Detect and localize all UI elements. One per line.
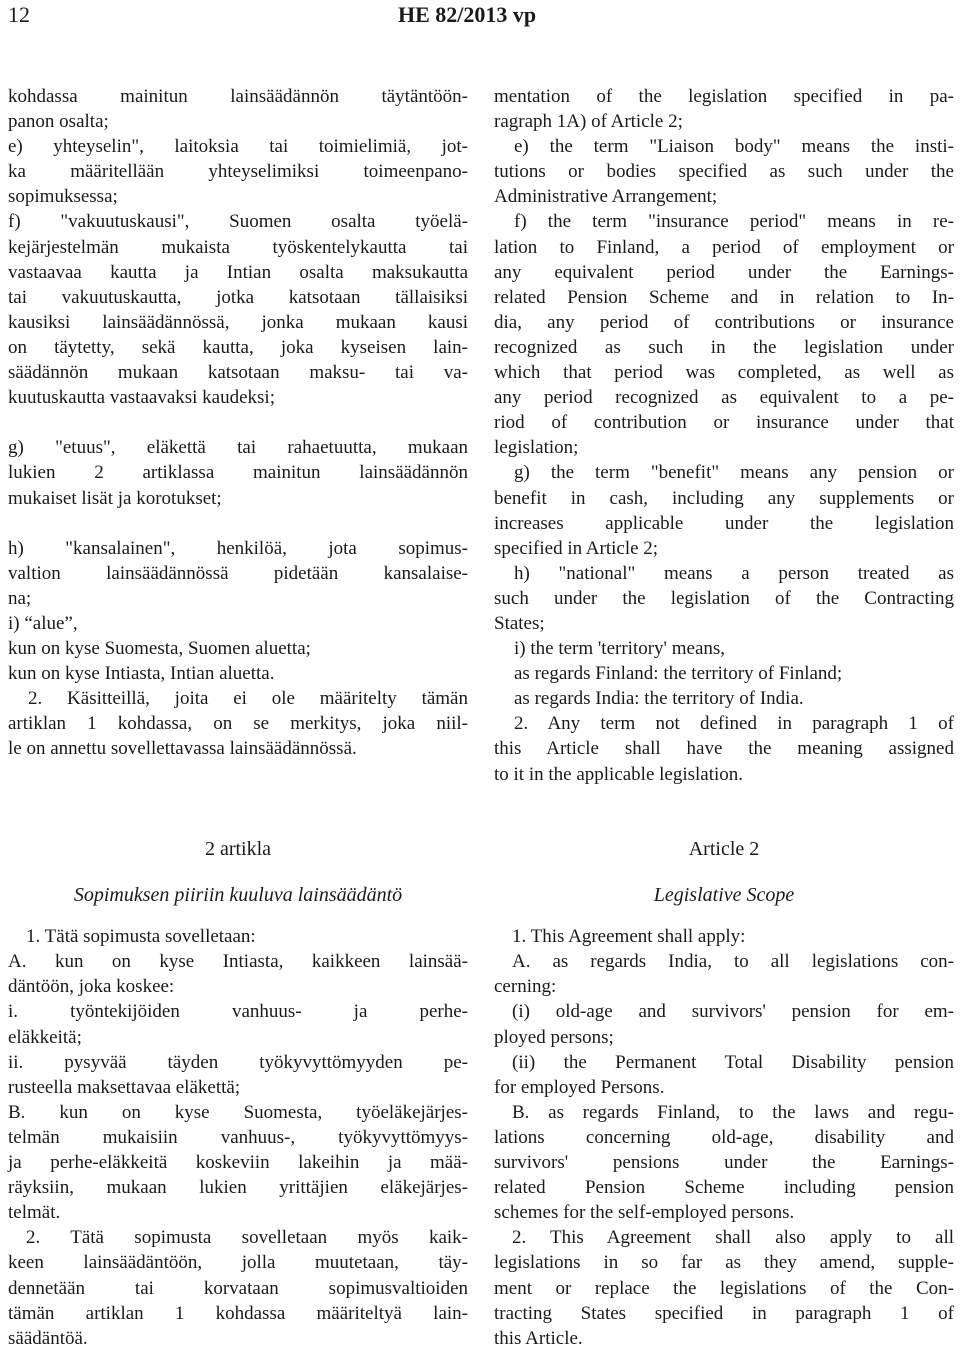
text-line: as regards India: the territory of India.	[514, 688, 804, 710]
text-line: säädännön mukaan katsotaan maksu- tai va-	[8, 362, 468, 384]
text-line: e) yhteyselin", laitoksia tai toimielimiä, jot-	[8, 136, 468, 158]
text-line: riod of contribution or insurance under that	[494, 412, 954, 434]
text-line: f) the term "insurance period" means in re-	[514, 211, 954, 233]
text-line: 2. Käsitteillä, joita ei ole määritelty tämän	[28, 688, 468, 710]
text-line: ment or replace the legislations of the Con-	[494, 1277, 954, 1299]
article-subheading: Legislative Scope	[653, 884, 795, 907]
text-line: increases applicable under the legislation	[494, 512, 954, 534]
text-line: A. as regards India, to all legislations con-	[512, 951, 954, 973]
text-line: na;	[8, 587, 32, 609]
text-line: telmät.	[8, 1202, 61, 1224]
text-line: rusteella maksettavaa eläkettä;	[8, 1076, 241, 1098]
text-line: legislations in so far as they amend, supple-	[494, 1252, 954, 1274]
finnish-article-2	[8, 837, 468, 1351]
text-line: 2. Any term not defined in paragraph 1 of	[514, 713, 954, 735]
text-line: kejärjestelmän mukaista työskentelykautta tai	[8, 236, 468, 258]
text-line: to it in the applicable legislation.	[494, 763, 744, 785]
text-line: as regards Finland: the territory of Finland;	[514, 663, 843, 685]
text-line: e) the term "Liaison body" means the insti-	[514, 136, 954, 158]
text-line: (ii) the Permanent Total Disability pension	[512, 1051, 954, 1073]
text-line: 2. This Agreement shall also apply to all	[512, 1227, 954, 1249]
text-line: this Article shall have the meaning assigned	[494, 738, 954, 760]
text-line: 1. Tätä sopimusta sovelletaan:	[26, 926, 256, 948]
text-line: artiklan 1 kohdassa, on se merkitys, joka niil-	[8, 713, 468, 735]
text-line: kun on kyse Suomesta, Suomen aluetta;	[8, 638, 311, 660]
text-line: panon osalta;	[8, 111, 109, 133]
text-line: g) the term "benefit" means any pension or	[514, 462, 954, 484]
text-line: related Pension Scheme including pension	[494, 1177, 954, 1199]
english-article-2	[494, 837, 954, 1351]
text-line: any period recognized as equivalent to a pe-	[494, 387, 954, 409]
text-line: ii. pysyvää täyden työkyvyttömyyden pe-	[8, 1051, 468, 1073]
text-line: ka määritellään yhteyselimiksi toimeenpano-	[8, 161, 468, 183]
text-line: related Pension Scheme and in relation to In-	[494, 286, 954, 308]
text-line: A. kun on kyse Intiasta, kaikkeen lainsää-	[8, 951, 468, 973]
text-line: on täytetty, sekä kautta, joka kyseisen lain-	[8, 336, 468, 358]
article-subheading: Sopimuksen piiriin kuuluva lainsäädäntö	[73, 884, 403, 907]
text-line: kohdassa mainitun lainsäädännön täytäntöön-	[8, 86, 468, 107]
text-line: benefit in cash, including any supplements or	[494, 487, 954, 509]
text-line: (i) old-age and survivors' pension for em-	[512, 1001, 954, 1023]
text-line: lukien 2 artiklassa mainitun lainsäädännön	[8, 462, 468, 484]
text-line: le on annettu sovellettavassa lainsäädännössä.	[8, 738, 357, 760]
text-line: valtion lainsäädännössä pidetään kansalaise-	[8, 562, 468, 584]
text-line: i. työntekijöiden vanhuus- ja perhe-	[8, 1001, 468, 1023]
text-line: säädäntöä.	[8, 1327, 88, 1349]
text-line: kausiksi lainsäädännössä, jonka mukaan kausi	[8, 311, 468, 333]
text-line: g) "etuus", eläkettä tai rahaetuutta, mukaan	[8, 437, 468, 459]
text-line: tracting States specified in paragraph 1 of	[494, 1302, 954, 1324]
page-number: 12	[8, 2, 30, 27]
text-line: for employed Persons.	[494, 1076, 665, 1098]
text-line: any equivalent period under the Earnings-	[494, 261, 954, 283]
text-line: tämän artiklan 1 kohdassa määriteltyä lain-	[8, 1302, 468, 1324]
text-line: 1. This Agreement shall apply:	[512, 926, 746, 948]
text-line: such under the legislation of the Contracting	[494, 587, 954, 609]
finnish-definitions-column	[8, 84, 468, 762]
text-line: ployed persons;	[494, 1026, 614, 1048]
text-line: h) "national" means a person treated as	[514, 562, 954, 584]
text-line: mentation of the legislation specified in pa-	[494, 86, 954, 107]
text-line: lations concerning old-age, disability and	[494, 1126, 954, 1148]
text-line: this Article.	[494, 1327, 583, 1349]
text-line: tai vakuutuskautta, jotka katsotaan tällaisiksi	[8, 286, 468, 308]
text-line: i) “alue”,	[8, 612, 78, 634]
text-line: telmän mukaisiin vanhuus-, työkyvyttömyys-	[8, 1126, 468, 1148]
text-line: dia, any period of contributions or insurance	[494, 311, 954, 333]
text-line: eläkkeitä;	[8, 1026, 82, 1048]
text-line: sopimuksessa;	[8, 186, 118, 208]
text-line: lation to Finland, a period of employment or	[494, 236, 954, 258]
article-heading: Article 2	[688, 838, 760, 860]
text-line: cerning:	[494, 976, 557, 998]
text-line: survivors' pensions under the Earnings-	[494, 1152, 954, 1174]
text-line: which that period was completed, as well as	[494, 362, 954, 384]
text-line: legislation;	[494, 437, 579, 459]
text-line: specified in Article 2;	[494, 537, 659, 559]
text-line: räyksiin, mukaan lukien yrittäjien eläkejärjes-	[8, 1177, 468, 1199]
document-reference: HE 82/2013 vp	[398, 2, 537, 27]
text-line: keen lainsäädäntöön, jolla muutetaan, täy-	[8, 1252, 468, 1274]
text-line: dennetään tai korvataan sopimusvaltioiden	[8, 1277, 468, 1299]
text-line: B. kun on kyse Suomesta, työeläkejärjes-	[8, 1101, 468, 1123]
text-line: h) "kansalainen", henkilöä, jota sopimus-	[8, 537, 468, 559]
text-line: f) "vakuutuskausi", Suomen osalta työelä-	[8, 211, 468, 233]
text-line: ragraph 1A) of Article 2;	[494, 111, 683, 133]
text-line: tutions or bodies specified as such under the	[494, 161, 954, 183]
text-line: 2. Tätä sopimusta sovelletaan myös kaik-	[26, 1227, 468, 1249]
text-line: schemes for the self-employed persons.	[494, 1202, 795, 1224]
text-line: States;	[494, 612, 545, 634]
text-line: Administrative Arrangement;	[494, 186, 718, 208]
text-line: B. as regards Finland, to the laws and regu-	[512, 1101, 954, 1123]
text-line: kuutuskautta vastaavaksi kaudeksi;	[8, 387, 275, 409]
text-line: vastaavaa kautta ja Intian osalta maksukautta	[8, 261, 468, 283]
text-line: kun on kyse Intiasta, Intian aluetta.	[8, 663, 275, 685]
text-line: i) the term 'territory' means,	[514, 638, 726, 660]
english-definitions-column	[494, 84, 954, 787]
text-line: däntöön, joka koskee:	[8, 976, 175, 998]
article-heading: 2 artikla	[204, 838, 272, 860]
text-line: mukaiset lisät ja korotukset;	[8, 487, 222, 509]
text-line: ja perhe-eläkkeitä koskeviin lakeihin ja mää-	[8, 1152, 468, 1174]
text-line: recognized as such in the legislation under	[494, 336, 954, 358]
